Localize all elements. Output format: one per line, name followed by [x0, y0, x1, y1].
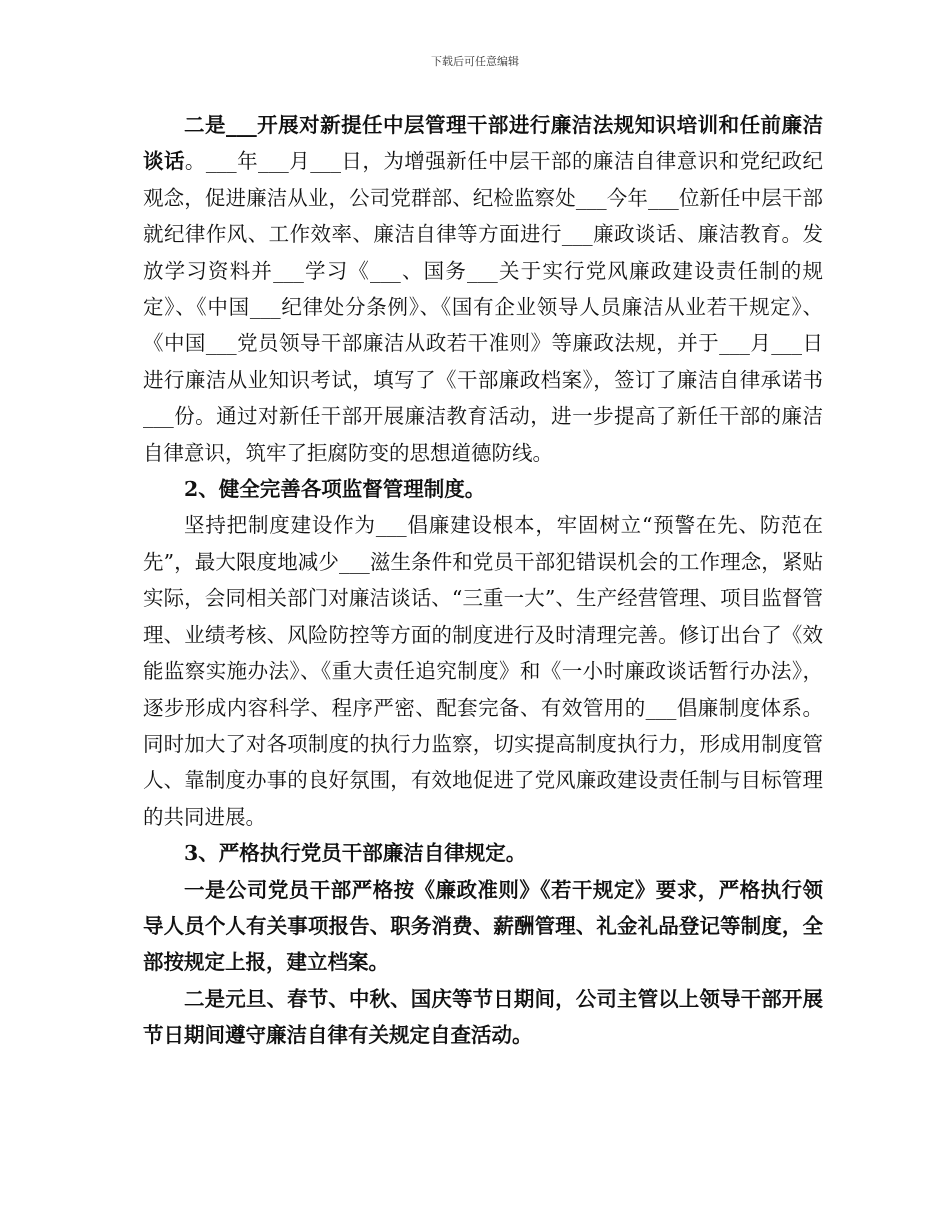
paragraph-system-building: 坚持把制度建设作为___倡廉建设根本，牢固树立“预警在先、防范在先”，最大限度地减少___滋生条件和党员干部犯错误机会的工作理念，紧贴实际，会同相关部门对廉洁谈话、“三重一大”、生产经营管理、项目监督管理、业绩考核、风险防控等方面的制度进行及时清理完善。修订出台了《效能监察实施办法》、《重大责任追究制度》和《一小时廉政谈话暂行办法》，逐步形成内容科学、程序严密、配套完备、有效管用的___倡廉制度体系。同时加大了对各项制度的执行力监察，切实提高制度执行力，形成用制度管人、靠制度办事的良好氛围，有效地促进了党风廉政建设责任制与目标管理的共同进展。 [143, 513, 823, 829]
paragraph-training-lead: 二是___开展对新提任中层管理干部进行廉洁法规知识培训和任前廉洁谈话 [143, 113, 823, 174]
paragraph-training-text: 。___年___月___日，为增强新任中层干部的廉洁自律意识和党纪政纪观念，促进廉洁从业，公司党群部、纪检监察处___今年___位新任中层干部就纪律作风、工作效率、廉洁自律等方面进行___廉政谈话、廉洁教育。发放学习资料并___学习《___、国务___关于实行党风廉政建设责任制的规定》、《中国___纪律处分条例》、《国有企业领导人员廉洁从业若干规定》、《中国___党员领导干部廉洁从政若干准则》等廉政法规，并于___月___日进行廉洁从业知识考试，填写了《干部廉政档案》，签订了廉洁自律承诺书___份。通过对新任干部开展廉洁教育活动，进一步提高了新任干部的廉洁自律意识，筑牢了拒腐防变的思想道德防线。 [143, 149, 824, 465]
section-heading-3: 3、严格执行党员干部廉洁自律规定。 [184, 841, 527, 866]
paragraph-self-discipline-1: 一是公司党员干部严格按《廉政准则》《若干规定》要求，严格执行领导人员个人有关事项报告、职务消费、薪酬管理、礼金礼品登记等制度，全部按规定上报，建立档案。 [143, 877, 823, 975]
paragraph-training [143, 107, 823, 471]
section-heading-2: 2、健全完善各项监督管理制度。 [184, 477, 486, 502]
paragraph-self-discipline-2: 二是元旦、春节、中秋、国庆等节日期间，公司主管以上领导干部开展节日期间遵守廉洁自律有关规定自查活动。 [143, 986, 823, 1048]
document-body [143, 107, 823, 1054]
header-note: 下载后可任意编辑 [431, 55, 519, 68]
